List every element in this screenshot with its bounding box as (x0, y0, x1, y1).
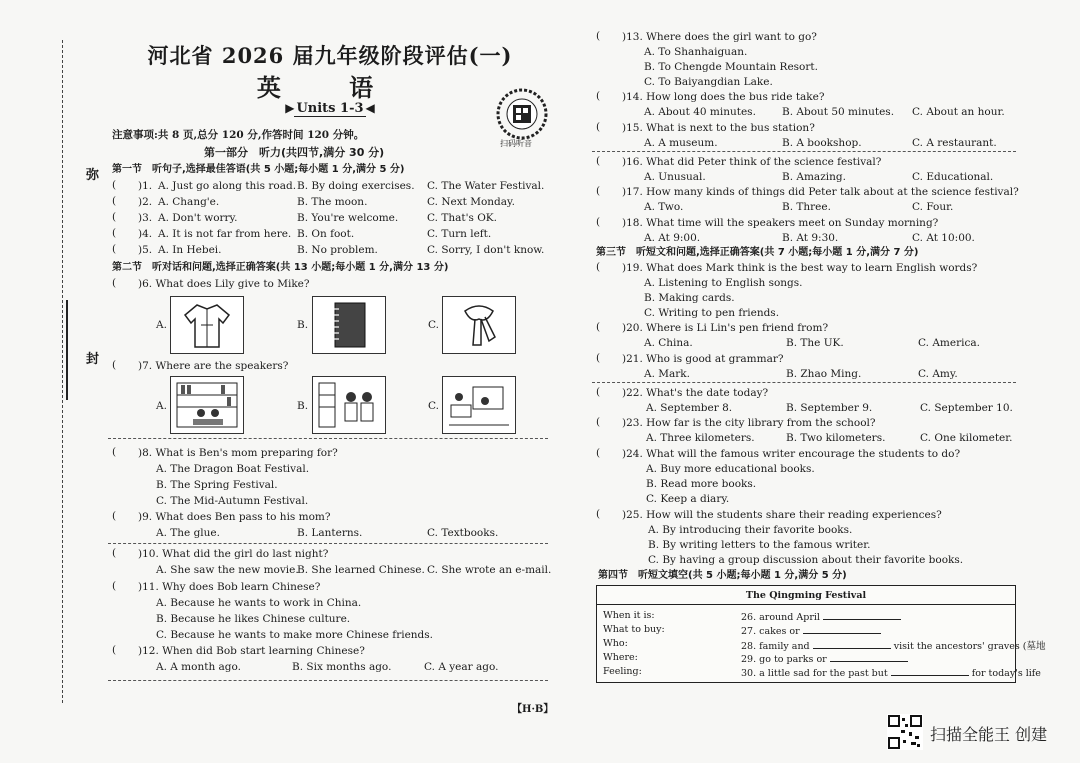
q23-option-c[interactable]: C. One kilometer. (920, 432, 1013, 444)
q14-question: )14. How long does the bus ride take? (622, 91, 825, 103)
row-text-28: 28. family and (741, 641, 810, 652)
q15-question: )15. What is next to the bus station? (622, 122, 815, 134)
q1-number: )1. (138, 180, 153, 192)
q7-question: )7. Where are the speakers? (138, 360, 289, 372)
answer-paren[interactable]: ( (596, 216, 601, 228)
q22-question: )22. What's the date today? (622, 387, 769, 399)
q24-option-a[interactable]: A. Buy more educational books. (646, 463, 815, 475)
answer-paren[interactable]: ( (112, 446, 117, 458)
row-tail-28: visit the ancestors' graves (墓地 (893, 641, 1046, 652)
row-item-26 (741, 610, 901, 623)
binding-char-2: 封 (86, 352, 100, 367)
q21-option-b[interactable]: B. Zhao Ming. (786, 368, 862, 380)
q15-option-c[interactable]: C. A restaurant. (912, 137, 997, 149)
q2-option-b[interactable]: B. The moon. (297, 196, 368, 208)
answer-paren[interactable]: ( (596, 416, 601, 428)
notebook-picture[interactable] (312, 296, 386, 354)
row-label-when: When it is: (603, 610, 655, 621)
answer-paren[interactable]: ( (596, 30, 601, 42)
row-item-28 (741, 638, 1046, 652)
row-item-30 (741, 666, 1041, 679)
q6-pic-label-a: A. (156, 319, 167, 331)
sec1-header: 第一节 听句子,选择最佳答语(共 5 小题;每小题 1 分,满分 5 分) (112, 164, 405, 175)
q22-option-b[interactable]: B. September 9. (786, 402, 873, 414)
q18-option-a[interactable]: A. At 9:00. (644, 232, 701, 244)
part1-header: 第一部分 听力(共四节,满分 30 分) (204, 146, 385, 159)
library-icon (171, 377, 243, 433)
q12-option-b[interactable]: B. Six months ago. (292, 661, 392, 673)
sec3-header: 第三节 听短文和问题,选择正确答案(共 7 小题;每小题 1 分,满分 7 分) (596, 247, 919, 258)
q14-option-c[interactable]: C. About an hour. (912, 106, 1005, 118)
q2-number: )2. (138, 196, 153, 208)
q16-option-b[interactable]: B. Amazing. (782, 171, 846, 183)
q9-option-c[interactable]: C. Textbooks. (427, 527, 499, 539)
sec2-header: 第二节 听对话和问题,选择正确答案(共 13 小题;每小题 1 分,满分 13 分) (112, 262, 449, 273)
answer-paren[interactable]: ( (596, 261, 601, 273)
q6-pic-label-b: B. (297, 319, 309, 331)
q8-option-b[interactable]: B. The Spring Festival. (156, 479, 278, 491)
q17-option-c[interactable]: C. Four. (912, 201, 954, 213)
q3-option-c[interactable]: C. That's OK. (427, 212, 497, 224)
units-label: ▶ Units 1-3 ◀ (285, 101, 375, 116)
row-label-where: Where: (603, 652, 638, 663)
q21-option-a[interactable]: A. Mark. (644, 368, 690, 380)
q10-option-a[interactable]: A. She saw the new movie. (156, 564, 299, 576)
shirt-picture[interactable] (170, 296, 244, 354)
q4-number: )4. (138, 228, 153, 240)
blank-26[interactable] (823, 610, 901, 620)
q20-option-b[interactable]: B. The UK. (786, 337, 844, 349)
answer-paren[interactable]: ( (596, 185, 601, 197)
row-tail-30: for today's life (971, 668, 1041, 679)
q1-option-c[interactable]: C. The Water Festival. (427, 180, 545, 192)
q8-option-c[interactable]: C. The Mid-Autumn Festival. (156, 495, 309, 507)
q17-option-a[interactable]: A. Two. (644, 201, 684, 213)
page-footer: 【H·B】 (512, 704, 554, 715)
q3-number: )3. (138, 212, 153, 224)
table-title: The Qingming Festival (745, 590, 867, 601)
q11-question: )11. Why does Bob learn Chinese? (138, 581, 321, 593)
divider (592, 151, 1016, 152)
q25-option-b[interactable]: B. By writing letters to the famous writer. (648, 539, 871, 551)
q7-pic-label-a: A. (156, 400, 167, 412)
answer-paren[interactable]: ( (596, 447, 601, 459)
units-text: Units 1-3 (296, 101, 364, 116)
q16-option-c[interactable]: C. Educational. (912, 171, 994, 183)
row-label-feeling: Feeling: (603, 666, 642, 677)
sofa-tv-icon (443, 377, 515, 433)
q11-option-a[interactable]: A. Because he wants to work in China. (156, 597, 362, 609)
binding-bar (66, 300, 68, 400)
q1-option-b[interactable]: B. By doing exercises. (297, 180, 415, 192)
q9-option-a[interactable]: A. The glue. (156, 527, 220, 539)
q3-option-b[interactable]: B. You're welcome. (297, 212, 399, 224)
q18-question: )18. What time will the speakers meet on Sunday morning? (622, 217, 939, 229)
answer-paren[interactable]: ( (112, 547, 117, 559)
q8-option-a[interactable]: A. The Dragon Boat Festival. (156, 463, 310, 475)
answer-paren[interactable]: ( (596, 321, 601, 333)
q13-question: )13. Where does the girl want to go? (622, 31, 817, 43)
q4-option-c[interactable]: C. Turn left. (427, 228, 492, 240)
q18-option-c[interactable]: C. At 10:00. (912, 232, 975, 244)
row-item-29 (741, 652, 908, 665)
divider (108, 438, 548, 439)
row-text-26: 26. around April (741, 612, 820, 623)
q1-option-a[interactable]: A. Just go along this road. (158, 180, 297, 192)
divider (108, 543, 548, 544)
bookshop-picture[interactable] (312, 376, 386, 434)
q12-option-c[interactable]: C. A year ago. (424, 661, 499, 673)
fill-in-table (596, 585, 1046, 683)
q19-option-b[interactable]: B. Making cards. (644, 292, 735, 304)
q23-question: )23. How far is the city library from the school? (622, 417, 876, 429)
watermark-text: 扫描全能王 创建 (930, 725, 1048, 744)
binding-line (62, 40, 63, 703)
q5-number: )5. (138, 244, 153, 256)
row-text-29: 29. go to parks or (741, 654, 827, 665)
answer-paren[interactable]: ( (112, 195, 117, 207)
q10-option-b[interactable]: B. She learned Chinese. (297, 564, 425, 576)
notebook-icon (313, 297, 385, 353)
q14-option-b[interactable]: B. About 50 minutes. (782, 106, 895, 118)
q17-question: )17. How many kinds of things did Peter talk about at the science festival? (622, 186, 1019, 198)
q5-option-a[interactable]: A. In Hebei. (158, 244, 222, 256)
q16-question: )16. What did Peter think of the science festival? (622, 156, 882, 168)
q8-question: )8. What is Ben's mom preparing for? (138, 447, 338, 459)
answer-paren[interactable]: ( (112, 359, 117, 371)
q23-option-b[interactable]: B. Two kilometers. (786, 432, 886, 444)
q15-option-b[interactable]: B. A bookshop. (782, 137, 862, 149)
q19-option-c[interactable]: C. Writing to pen friends. (644, 307, 780, 319)
q14-option-a[interactable]: A. About 40 minutes. (644, 106, 756, 118)
q3-option-a[interactable]: A. Don't worry. (158, 212, 238, 224)
row-label-who: Who: (603, 638, 628, 649)
q13-option-c[interactable]: C. To Baiyangdian Lake. (644, 76, 773, 88)
q15-option-a[interactable]: A. A museum. (644, 137, 718, 149)
answer-paren[interactable]: ( (112, 580, 117, 592)
scanner-qr-icon (887, 714, 923, 750)
q12-option-a[interactable]: A. A month ago. (156, 661, 241, 673)
shirt-icon (171, 297, 243, 353)
q13-option-a[interactable]: A. To Shanhaiguan. (644, 46, 748, 58)
q5-option-b[interactable]: B. No problem. (297, 244, 378, 256)
q12-question: )12. When did Bob start learning Chinese? (138, 645, 365, 657)
answer-paren[interactable]: ( (596, 155, 601, 167)
answer-paren[interactable]: ( (596, 508, 601, 520)
q25-option-a[interactable]: A. By introducing their favorite books. (648, 524, 853, 536)
q4-option-a[interactable]: A. It is not far from here. (158, 228, 292, 240)
q20-option-a[interactable]: A. China. (644, 337, 693, 349)
exam-subject: 英 语 (256, 73, 404, 102)
table-divider (597, 604, 1015, 605)
q19-question: )19. What does Mark think is the best way to learn English words? (622, 262, 978, 274)
q7-pic-label-b: B. (297, 400, 309, 412)
answer-paren[interactable]: ( (112, 644, 117, 656)
q17-option-b[interactable]: B. Three. (782, 201, 831, 213)
answer-paren[interactable]: ( (112, 243, 117, 255)
scarf-picture[interactable] (442, 296, 516, 354)
q24-question: )24. What will the famous writer encourage the students to do? (622, 448, 961, 460)
divider (592, 382, 1016, 383)
notice: 注意事项:共 8 页,总分 120 分,作答时间 120 分钟。 (112, 129, 365, 141)
q18-option-b[interactable]: B. At 9:30. (782, 232, 839, 244)
q13-option-b[interactable]: B. To Chengde Mountain Resort. (644, 61, 818, 73)
answer-paren[interactable]: ( (596, 386, 601, 398)
q2-option-c[interactable]: C. Next Monday. (427, 196, 515, 208)
q7-pic-label-c: C. (428, 400, 439, 412)
bookshop-icon (313, 377, 385, 433)
q25-question: )25. How will the students share their reading experiences? (622, 509, 942, 521)
answer-paren[interactable]: ( (596, 352, 601, 364)
q25-option-c[interactable]: C. By having a group discussion about their favorite books. (648, 554, 964, 566)
q23-option-a[interactable]: A. Three kilometers. (646, 432, 755, 444)
q11-option-c[interactable]: C. Because he wants to make more Chinese friends. (156, 629, 433, 641)
q24-option-b[interactable]: B. Read more books. (646, 478, 757, 490)
q20-question: )20. Where is Li Lin's pen friend from? (622, 322, 829, 334)
divider (108, 680, 548, 681)
q6-pic-label-c: C. (428, 319, 439, 331)
answer-paren[interactable]: ( (112, 211, 117, 223)
answer-paren[interactable]: ( (112, 227, 117, 239)
q20-option-c[interactable]: C. America. (918, 337, 980, 349)
q24-option-c[interactable]: C. Keep a diary. (646, 493, 730, 505)
binding-char-1: 弥 (86, 168, 100, 183)
library-picture[interactable] (170, 376, 244, 434)
q21-option-c[interactable]: C. Amy. (918, 368, 958, 380)
answer-paren[interactable]: ( (112, 510, 117, 522)
scarf-icon (443, 297, 515, 353)
q2-option-a[interactable]: A. Chang'e. (158, 196, 220, 208)
q10-option-c[interactable]: C. She wrote an e-mail. (427, 564, 552, 576)
answer-paren[interactable]: ( (596, 90, 601, 102)
row-text-27: 27. cakes or (741, 626, 800, 637)
q10-question: )10. What did the girl do last night? (138, 548, 329, 560)
row-label-buy: What to buy: (603, 624, 665, 635)
qr-caption: 扫码听音 (500, 139, 532, 148)
sec4-header: 第四节 听短文填空(共 5 小题;每小题 1 分,满分 5 分) (598, 570, 847, 581)
blank-30[interactable] (891, 666, 969, 676)
blank-28[interactable] (813, 639, 891, 649)
q11-option-b[interactable]: B. Because he likes Chinese culture. (156, 613, 351, 625)
answer-paren[interactable]: ( (596, 121, 601, 133)
living-room-picture[interactable] (442, 376, 516, 434)
q22-option-c[interactable]: C. September 10. (920, 402, 1013, 414)
blank-29[interactable] (830, 652, 908, 662)
q5-option-c[interactable]: C. Sorry, I don't know. (427, 244, 545, 256)
q4-option-b[interactable]: B. On foot. (297, 228, 355, 240)
q16-option-a[interactable]: A. Unusual. (644, 171, 706, 183)
row-text-30: 30. a little sad for the past but (741, 668, 888, 679)
q9-option-b[interactable]: B. Lanterns. (297, 527, 363, 539)
q19-option-a[interactable]: A. Listening to English songs. (644, 277, 803, 289)
exam-title: 河北省 2026 届九年级阶段评估(一) (147, 43, 513, 68)
q9-question: )9. What does Ben pass to his mom? (138, 511, 331, 523)
blank-27[interactable] (803, 624, 881, 634)
row-item-27 (741, 624, 881, 637)
q6-question: )6. What does Lily give to Mike? (138, 278, 310, 290)
answer-paren[interactable]: ( (112, 179, 117, 191)
q21-question: )21. Who is good at grammar? (622, 353, 784, 365)
answer-paren[interactable]: ( (112, 277, 117, 289)
q22-option-a[interactable]: A. September 8. (646, 402, 733, 414)
